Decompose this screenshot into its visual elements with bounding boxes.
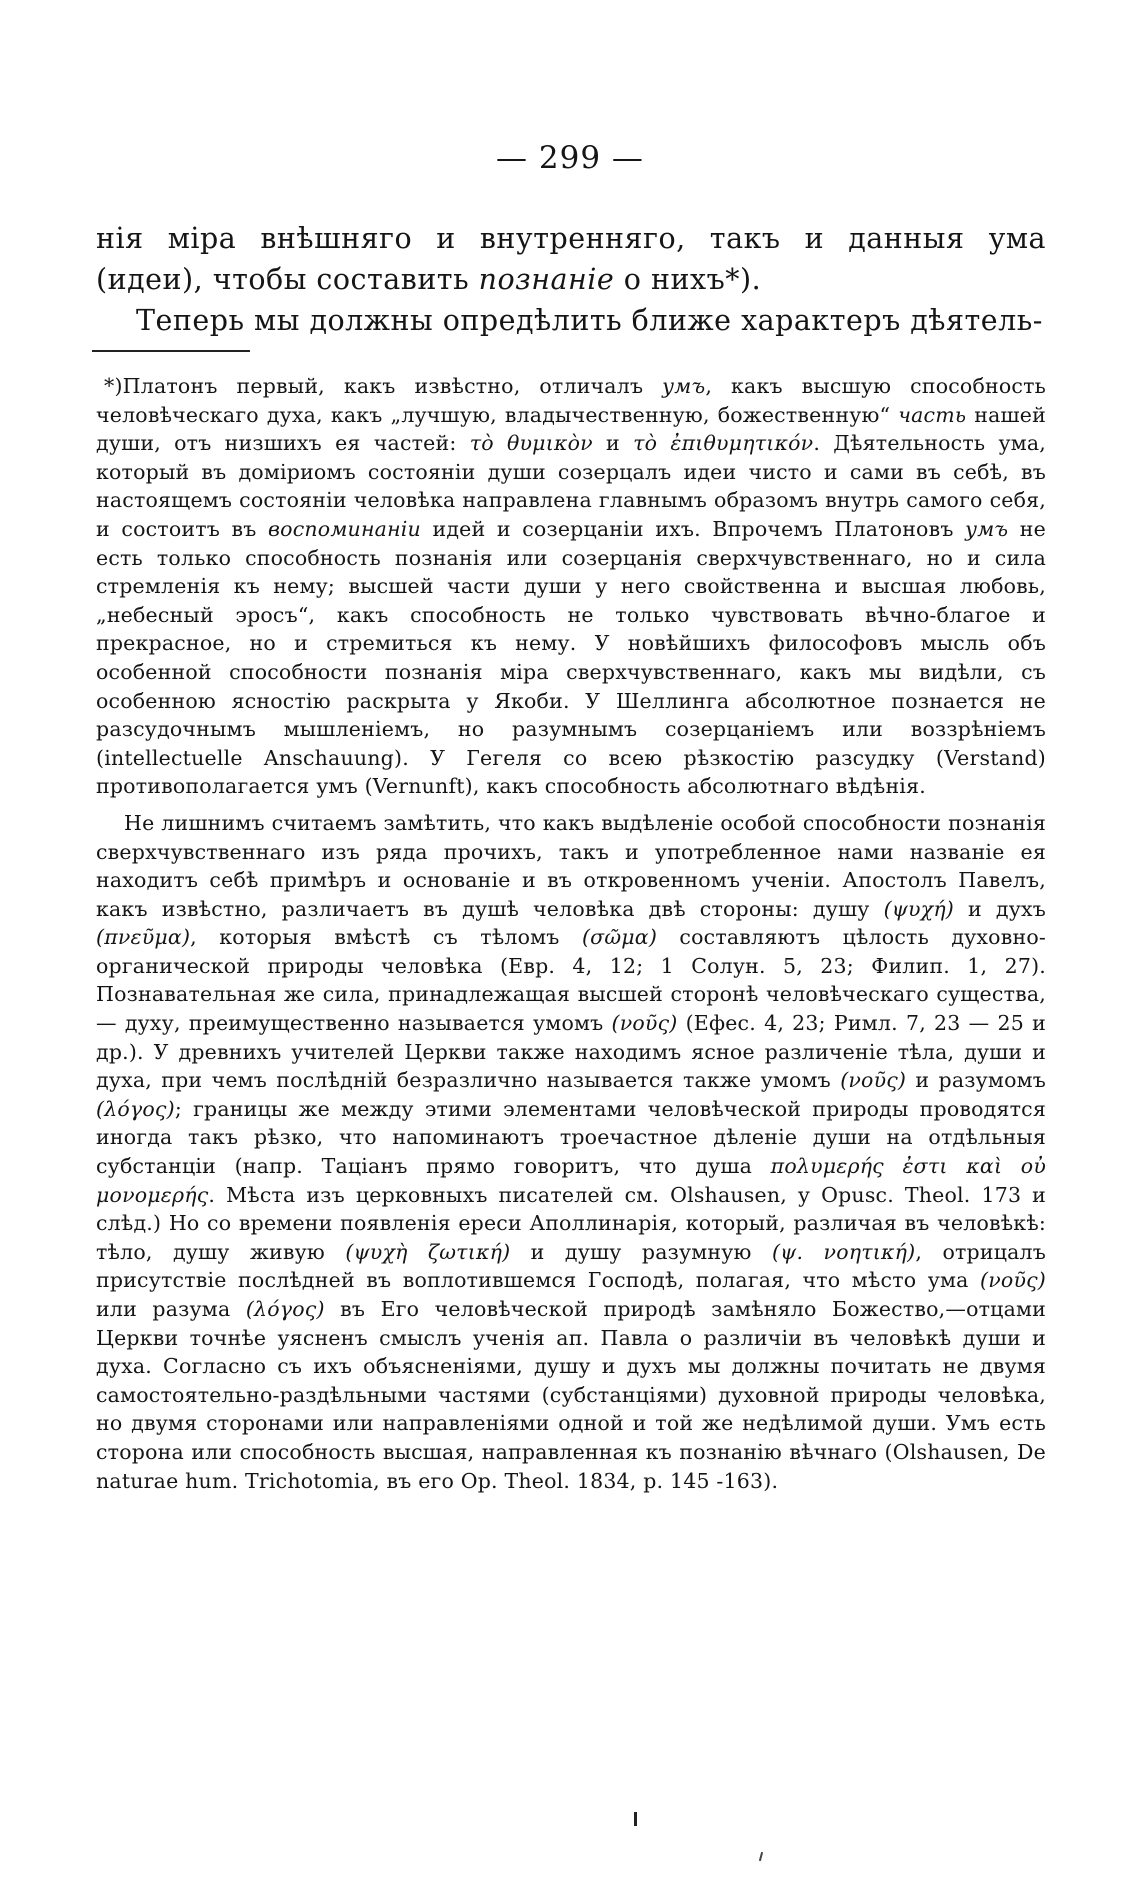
main-paragraph-new (96, 300, 1046, 341)
greek-term: (νοῦς) (980, 1268, 1046, 1293)
emphasized-word: часть (898, 402, 967, 427)
main-text (96, 218, 1046, 341)
greek-term: (σῶμα) (581, 925, 658, 950)
footnote-text: или разума (96, 1297, 246, 1321)
footnote-text: нашей души, отъ низшихъ ея частей: (96, 402, 1046, 456)
footnote (96, 372, 1046, 1495)
footnote-text: въ Его человѣческой природѣ замѣняло Божество,—отцами Церкви точнѣе уясненъ смыслъ ученія ап. Павла о различіи въ человѣкѣ души и духа. Согласно съ ихъ объясненіями, душу и духъ мы должны почитать не двумя самостоятельно-раздѣльными частями (субстанціями) духовной природы человѣка, но двумя сторонами или направленіями одной и той же недѣлимой души. Умъ есть сторона или способность высшая, направленная къ познанію вѣчнаго (Olshausen, De naturae hum. Trichotomia, въ его Op. Theol. 1834, p. 145 -163). (96, 1297, 1046, 1493)
footnote-text: Не лишнимъ считаемъ замѣтить, что какъ выдѣленіе особой способности познанія сверхчувственнаго изъ ряда прочихъ, такъ и употребленное нами названіе ея находитъ себѣ примѣръ и основаніе и въ откровенномъ ученіи. Апостолъ Павелъ, какъ извѣстно, различаетъ въ душѣ человѣка двѣ стороны: душу (96, 810, 1046, 921)
greek-term: τὸ θυμικὸν (469, 431, 593, 456)
footnote-text: , отрицалъ присутствіе послѣдней въ воплотившемся Господѣ, полагая, что мѣсто ума (96, 1239, 1046, 1293)
footnote-marker: *) (104, 374, 123, 398)
footnote-text: не есть только способность познанія или созерцанія сверхчувственнаго, но и сила стремленія къ нему; высшей части души у него свойственна и высшая любовь, „небесный эросъ“, какъ способность не только чувствовать вѣчно-благое и прекрасное, но и стремиться къ нему. У новѣйшихъ философовъ мысль объ особенной способности познанія міра сверхчувственнаго, какъ мы видѣли, съ особенною ясностію раскрыта у Якоби. У Шеллинга абсолютное познается не разсудочнымъ мышленіемъ, но разумнымъ созерцаніемъ или воззрѣніемъ (intellectuelle Anschauung). У Гегеля со всею рѣзкостію разсудку (Verstand) противополагается умъ (Vernunft), какъ способность абсолютнаго вѣдѣнія. (96, 516, 1046, 799)
footnote-text: (Ефес. 4, 23; Римл. 7, 23 — 25 и др.). У древнихъ учителей Церкви также находимъ ясное различеніе тѣла, души и духа, при чемъ послѣдній безразлично называется также умомъ (96, 1011, 1046, 1093)
footnote-text: . Мѣста изъ церковныхъ писателей см. Olshausen, у Opusc. Theol. 173 и слѣд.) Но со времени появленія ереси Аполлинарія, который, различая въ человѣкѣ: тѣло, душу живую (96, 1182, 1046, 1264)
footnote-paragraph-1 (96, 372, 1046, 801)
main-paragraph-continuation (96, 218, 1046, 300)
emphasized-word: умъ (662, 374, 706, 398)
footnote-paragraph-2 (96, 809, 1046, 1495)
page-number: — 299 — (496, 140, 644, 176)
greek-term: πολυμερής ἐστι καὶ οὐ μονομερής (96, 1154, 1046, 1207)
footnote-separator (92, 350, 250, 352)
main-text-segment: Теперь мы должны опредѣлить ближе характеръ дѣятель- (136, 304, 1043, 337)
greek-term: (λόγος) (96, 1096, 175, 1121)
footnote-text: , какъ высшую способность человѣческаго духа, какъ „лучшую, владычественную, божественную“ (96, 374, 1046, 427)
main-text-segment: о нихъ*). (614, 263, 762, 296)
footnote-text: идей и созерцаніи ихъ. Впрочемъ Платоновъ (420, 516, 966, 541)
greek-term: (ψυχὴ ζωτική) (345, 1239, 511, 1264)
ink-speck (634, 1812, 637, 1826)
greek-term: (νοῦς) (611, 1011, 678, 1036)
footnote-text: , которыя вмѣстѣ съ тѣломъ (190, 925, 582, 950)
footnote-text: и разумомъ (906, 1068, 1047, 1093)
greek-term: (ψ. νοητική) (771, 1239, 916, 1264)
footnote-text: ; границы же между этими элементами человѣческой природы проводятся иногда такъ рѣзко, что напоминаютъ троечастное дѣленіе души на отдѣльныя субстанціи (напр. Таціанъ прямо говоритъ, что душа (96, 1096, 1046, 1179)
greek-term: (ψυχή) (883, 896, 955, 921)
greek-term: τὸ ἐπιθυμητικόν (633, 431, 814, 456)
footnote-text: и душу разумную (510, 1239, 772, 1264)
footnote-text: и духъ (954, 896, 1046, 921)
ink-speck (759, 1852, 763, 1861)
footnote-text: составляютъ цѣлость духовно-органической природы человѣка (Евр. 4, 12; 1 Солун. 5, 23; Филип. 1, 27). Познавательная же сила, принадлежащая высшей сторонѣ человѣческаго существа, — духу, преимущественно называется умомъ (96, 925, 1046, 1036)
greek-term: (λόγος) (245, 1297, 325, 1321)
emphasized-word: познаніе (478, 263, 615, 296)
main-text-segment: нія міра внѣшняго и внутренняго, такъ и данныя ума (идеи), чтобы составить (96, 222, 1046, 296)
emphasized-word: умъ (965, 516, 1009, 541)
footnote-text: Платонъ первый, какъ извѣстно, отличалъ (122, 374, 663, 398)
footnote-text: . Дѣятельность ума, который въ доміриомъ состояніи души созерцалъ идеи чисто и сами въ себѣ, въ настоящемъ состояніи человѣка направлена главнымъ образомъ внутрь самого себя, и состоитъ въ (96, 431, 1047, 541)
emphasized-word: воспоминаніи (268, 516, 421, 541)
footnote-text: и (592, 431, 634, 456)
greek-term: (πνεῦμα) (96, 925, 191, 950)
greek-term: (νοῦς) (840, 1068, 907, 1093)
